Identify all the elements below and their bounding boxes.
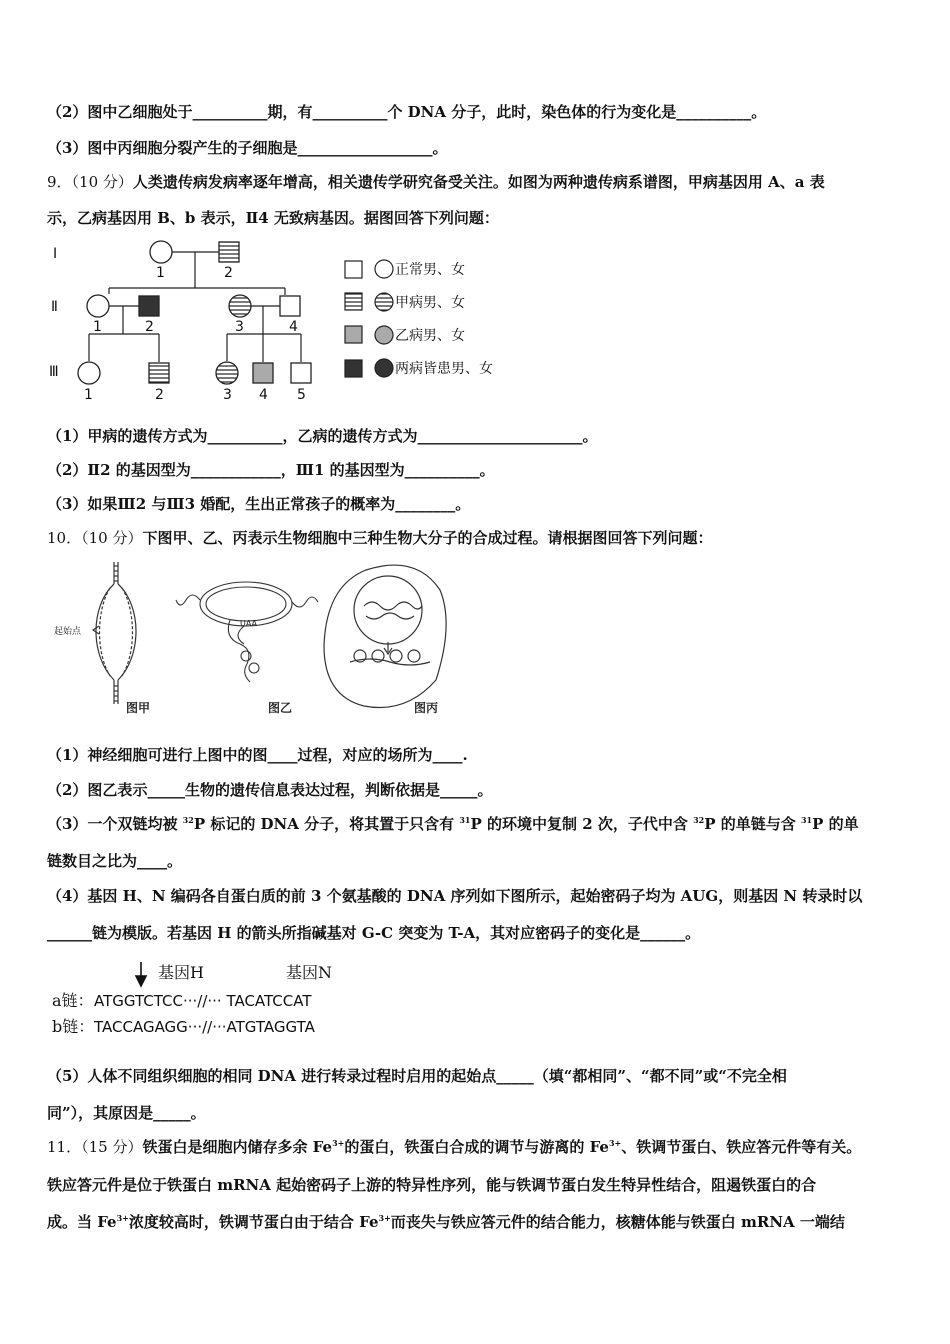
gene-h-label: 基因H [158, 963, 204, 982]
a-chain-label: a链： [52, 991, 94, 1010]
q8-sub3: （3）图中丙细胞分裂产生的子细胞是__________________。 [47, 139, 448, 157]
uaa-label: UAA [240, 619, 258, 628]
pedigree-ii3-female [229, 295, 251, 317]
q10-sub3: （3）一个双链均被 $^{32}$P 标记的 DNA 分子，将其置于只含有 $^{31}$P 的环境中复制 2 次，子代中含 $^{32}$P 的单链与含 $^{31}$P 的单 [47, 815, 859, 833]
i2-num: 2 [224, 265, 233, 281]
q8-sub2: （2）图中乙细胞处于__________期，有__________个 DNA 分子，此时，染色体的行为变化是__________。 [47, 103, 767, 121]
origin-label: 起始点 [54, 627, 82, 637]
q11-stem-1: 11．（15 分）铁蛋白是细胞内储存多余 $Fe^{3+}$的蛋白，铁蛋白合成的调节与游离的 $Fe^{3+}$、铁调节蛋白、铁应答元件等有关。 [47, 1138, 862, 1156]
q10-sub1: （1）神经细胞可进行上图中的图____过程，对应的场所为____. [47, 746, 468, 764]
pedigree-iii2-male [149, 363, 169, 383]
ii3-num: 3 [235, 319, 244, 335]
q11-number: 11．（15 分） [47, 1138, 143, 1156]
q9-text: 人类遗传病发病率逐年增高，相关遗传学研究备受关注。如图为两种遗传病系谱图，甲病基因用 A、a 表 [132, 173, 825, 191]
pedigree-iii4-male [253, 363, 273, 383]
pedigree-legend [345, 260, 493, 377]
fig-yi [176, 582, 318, 682]
pedigree-ii1-female [87, 295, 109, 317]
pedigree-iii5-male [291, 363, 311, 383]
iii5-num: 5 [297, 387, 306, 403]
pedigree-iii3-female [216, 362, 238, 384]
gene-n-label: 基因N [286, 963, 333, 982]
fig-bing-label: 图丙 [414, 701, 439, 715]
q10-number: 10．（10 分） [47, 529, 143, 547]
iii3-num: 3 [223, 387, 232, 403]
fig-yi-label: 图乙 [268, 701, 293, 715]
q9-sub1: （1）甲病的遗传方式为__________，乙病的遗传方式为______________________。 [47, 427, 598, 445]
legend-disease-a: 甲病男、女 [395, 295, 465, 311]
q10-text: 下图甲、乙、丙表示生物细胞中三种生物大分子的合成过程。请根据图回答下列问题： [142, 529, 713, 547]
b-chain-sequence: TACCAGAGG···//···ATGTAGGTA [94, 1018, 315, 1036]
iii4-num: 4 [259, 387, 268, 403]
q10-sub4-a: （4）基因 H、N 编码各自蛋白质的前 3 个氨基酸的 DNA 序列如下图所示，起始密码子均为 AUG，则基因 N 转录时以 [47, 887, 863, 905]
gen-label-2: Ⅱ [51, 299, 58, 315]
q9-stem-2: 示，乙病基因用 B、b 表示，Ⅱ4 无致病基因。据图回答下列问题： [47, 209, 499, 227]
q10-sub5-b: 同”），其原因是_____。 [47, 1104, 206, 1122]
q10-sub5-a: （5）人体不同组织细胞的相同 DNA 进行转录过程时启用的起始点_____（填“都相同”、“都不同”或“不完全相 [47, 1067, 787, 1085]
gen-label-3: Ⅲ [49, 364, 59, 380]
ii1-num: 1 [93, 319, 102, 335]
q10-stem [47, 528, 910, 548]
i1-num: 1 [156, 265, 165, 281]
pedigree-i2-male [219, 242, 239, 262]
fig-jia [93, 562, 136, 704]
q9-sub2: （2）Ⅱ2 的基因型为____________，Ⅲ1 的基因型为__________。 [47, 461, 495, 479]
q10-sub4-b: ______链为模版。若基因 H 的箭头所指碱基对 G-C 突变为 T-A，其对应密码子的变化是______。 [47, 924, 701, 942]
q10-sub3-cont: 链数目之比为____。 [47, 852, 183, 870]
figure-synthesis [50, 556, 470, 726]
legend-disease-b: 乙病男、女 [395, 328, 465, 344]
pedigree-ii4-male [280, 296, 300, 316]
iii2-num: 2 [155, 387, 164, 403]
fig-bing [324, 565, 446, 707]
pedigree-ii2-male [139, 296, 159, 316]
q9-stem-1 [47, 172, 910, 192]
iii1-num: 1 [84, 387, 93, 403]
gen-label-1: Ⅰ [53, 246, 58, 262]
legend-both: 两病皆患男、女 [395, 361, 493, 377]
a-chain-sequence: ATGGTCTCC···//··· TACATCCAT [94, 992, 312, 1010]
q9-sub3: （3）如果Ⅲ2 与Ⅲ3 婚配，生出正常孩子的概率为________。 [47, 495, 471, 513]
q11-stem-2: 铁应答元件是位于铁蛋白 mRNA 起始密码子上游的特异性序列，能与铁调节蛋白发生特异性结合，阻遏铁蛋白的合 [47, 1176, 817, 1194]
pedigree-chart [45, 236, 565, 406]
ii2-num: 2 [145, 319, 154, 335]
pedigree-iii1-female [78, 362, 100, 384]
ii4-num: 4 [289, 319, 298, 335]
b-chain-label: b链： [52, 1017, 95, 1036]
q10-sub2: （2）图乙表示_____生物的遗传信息表达过程，判断依据是_____。 [47, 781, 493, 799]
fig-jia-label: 图甲 [126, 701, 151, 715]
pedigree-i1-female [150, 241, 172, 263]
q11-stem-3: 成。当 $Fe^{3+}$浓度较高时，铁调节蛋白由于结合 $Fe^{3+}$而丧失与铁应答元件的结合能力，核糖体能与铁蛋白 mRNA 一端结 [47, 1213, 845, 1231]
q9-number: 9．（10 分） [47, 173, 133, 191]
legend-normal: 正常男、女 [395, 262, 465, 278]
sequence-figure [48, 958, 388, 1042]
